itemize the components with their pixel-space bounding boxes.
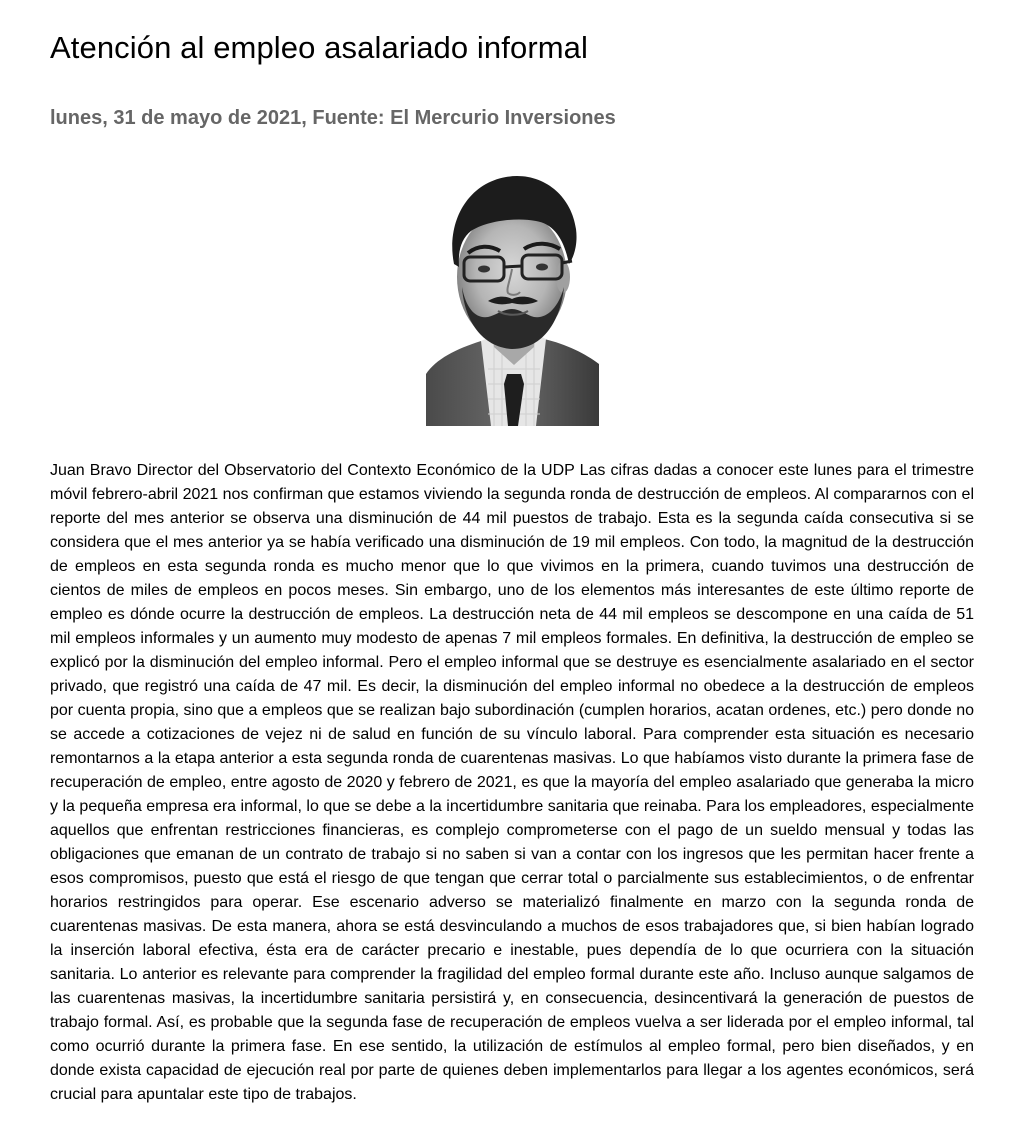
article-body: Juan Bravo Director del Observatorio del Contexto Económico de la UDP Las cifras dadas a conocer este lunes para el trimestre móvil febrero-abril 2021 nos confirman que estamos viviendo la segunda ronda de destrucción de empleos. Al compararnos con el reporte del mes anterior se observa una disminución de 44 mil puestos de trabajo. Esta es la segunda caída consecutiva si se considera que el mes anterior ya se había verificado una disminución de 19 mil empleos. Con todo, la magnitud de la destrucción de empleos en esta segunda ronda es mucho menor que lo que vivimos en la primera, cuando tuvimos una destrucción de cientos de miles de empleos en pocos meses. Sin embargo, uno de los elementos más interesantes de este último reporte de empleo es dónde ocurre la destrucción de empleos. La destrucción neta de 44 mil empleos se descompone en una caída de 51 mil empleos informales y un aumento muy modesto de apenas 7 mil empleos formales. En definitiva, la destrucción de empleo se explicó por la disminución del empleo informal. Pero el empleo informal que se destruye es esencialmente asalariado en el sector privado, que registró una caída de 47 mil. Es decir, la disminución del empleo informal no obedece a la destrucción de empleos por cuenta propia, sino que a empleos que se realizan bajo subordinación (cumplen horarios, acatan ordenes, etc.) pero donde no se accede a cotizaciones de vejez ni de salud en función de su vínculo laboral. Para comprender esta situación es necesario remontarnos a la etapa anterior a esta segunda ronda de cuarentenas masivas. Lo que habíamos visto durante la primera fase de recuperación de empleo, entre agosto de 2020 y febrero de 2021, es que la mayoría del empleo asalariado que generaba la micro y la pequeña empresa era informal, lo que se debe a la incertidumbre sanitaria que reinaba. Para los empleadores, especialmente aquellos que enfrentan restricciones financieras, es complejo comprometerse con el pago de un sueldo mensual y todas las obligaciones que emanan de un contrato de trabajo si no saben si van a contar con los ingresos que les permitan hacer frente a esos compromisos, puesto que está el riesgo de que tengan que cerrar total o parcialmente sus establecimientos, o de enfrentar horarios restringidos para operar. Ese escenario adverso se materializó finalmente en marzo con la segunda ronda de cuarentenas masivas. De esta manera, ahora se está desvinculando a muchos de esos trabajadores que, si bien habían logrado la inserción laboral efectiva, ésta era de carácter precario e inestable, pues dependía de lo que ocurriera con la situación sanitaria. Lo anterior es relevante para comprender la fragilidad del empleo formal durante este año. Incluso aunque salgamos de las cuarentenas masivas, la incertidumbre sanitaria persistirá y, en consecuencia, desincentivará la generación de puestos de trabajo formal. Así, es probable que la segunda fase de recuperación de empleos vuelva a ser liderada por el empleo informal, tal como ocurrió durante la primera fase. En ese sentido, la utilización de estímulos al empleo formal, pero bien diseñados, y en donde exista capacidad de ejecución real por parte de quienes deben implementarlos para llegar a los agentes económicos, será crucial para apuntalar este tipo de trabajos. bbox=[50, 462, 974, 1103]
article bbox=[50, 0, 974, 1107]
article-title: Atención al empleo asalariado informal bbox=[50, 30, 588, 65]
article-meta: lunes, 31 de mayo de 2021, Fuente: El Mercurio Inversiones bbox=[50, 107, 616, 129]
author-portrait-icon bbox=[426, 169, 599, 426]
photo-container bbox=[50, 169, 974, 426]
